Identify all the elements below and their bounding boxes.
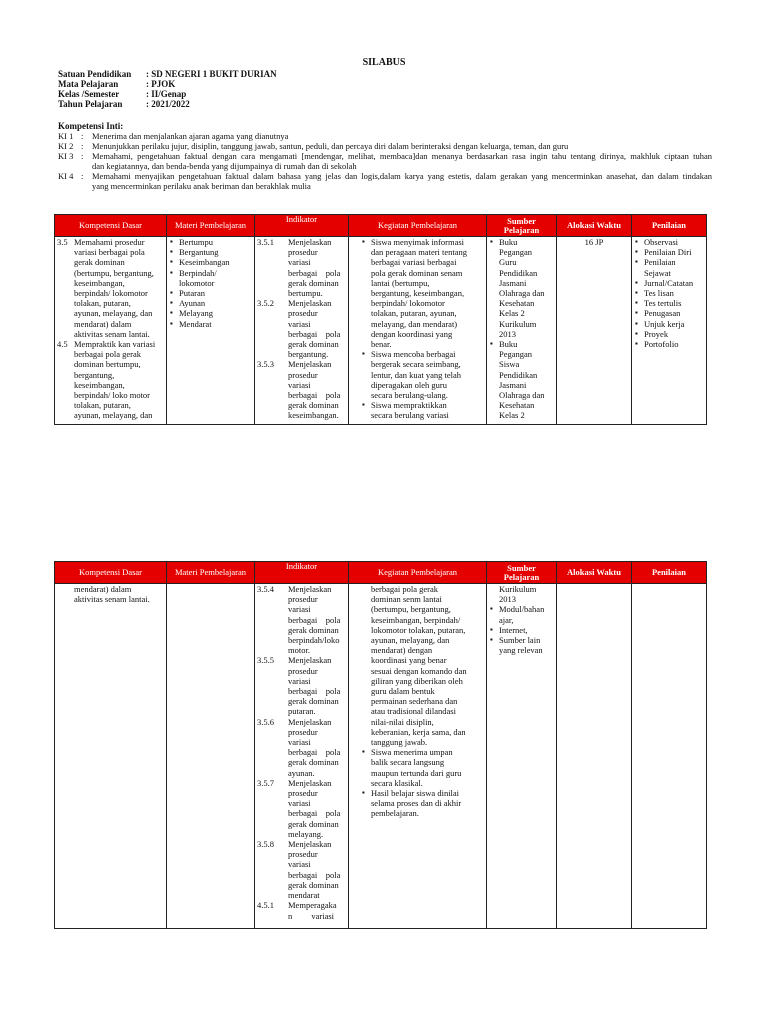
sumber-line: 2013 <box>499 594 516 605</box>
header-sumber: Sumber Pelajaran <box>487 215 557 237</box>
kd-line: berbagai pola gerak <box>74 349 142 360</box>
kd-line: dominan bertumpu, <box>74 359 141 370</box>
sumber-item-line: ▪ Sumber lain <box>499 635 541 646</box>
kd-number: 4.5 <box>57 339 68 350</box>
kegiatan-line: berbagai pola gerak <box>371 584 439 594</box>
sumber-item-line: Kurikulum <box>499 318 537 329</box>
indikator-item <box>257 717 346 778</box>
kd-line: Mempraktik kan variasi <box>74 339 156 350</box>
penilaian-item: ▪ Proyek <box>644 329 704 339</box>
indikator-line: berbagai pola <box>288 267 341 278</box>
header-sumber: Sumber Pelajaran <box>487 562 557 584</box>
kd-cell <box>57 584 164 928</box>
indikator-number: 3.5.3 <box>257 359 274 370</box>
kd-line: berpindah/ loko motor <box>74 390 151 401</box>
sumber-item-line: Jasmani <box>499 379 527 390</box>
header-kegiatan: Kegiatan Pembelajaran <box>349 562 487 584</box>
kd-line: keseimbangan, <box>74 379 125 390</box>
sumber-item-line: Olahraga dan <box>499 288 545 299</box>
indikator-line: berbagai pola <box>288 686 341 697</box>
kegiatan-line: keseimbangan, berpindah/ <box>371 614 461 625</box>
kegiatan-item-line: ▪ Siswa menyimak informasi <box>371 237 465 247</box>
kegiatan-line: mendarat) dengan <box>371 645 433 656</box>
indikator-line: bergantung. <box>288 349 329 360</box>
indikator-line: prosedur <box>288 665 318 676</box>
sumber-item-line: Jasmani <box>499 277 527 288</box>
kegiatan-item-line: tolakan, putaran, ayunan, <box>371 308 457 319</box>
kegiatan-item-line: benar. <box>371 339 392 350</box>
meta-row <box>58 89 277 99</box>
kegiatan-item-line: pola gerak dominan senam <box>371 267 463 278</box>
indikator-line: Menjelaskan <box>288 777 332 788</box>
meta-value: : PJOK <box>146 79 176 89</box>
penilaian-item: ▪ Penilaian Diri <box>644 247 704 257</box>
indikator-line: prosedur <box>288 369 318 380</box>
kegiatan-item-line: ▪ Siswa mempraktikkan <box>371 400 447 411</box>
sumber-list <box>489 237 554 421</box>
indikator-text <box>288 717 346 778</box>
kegiatan-item-line: bergantung, keseimbangan, <box>371 288 465 299</box>
sumber-item-line: Kelas 2 <box>499 308 525 319</box>
indikator-line: prosedur <box>288 788 318 799</box>
kd-line: variasi berbagai pola <box>74 247 145 258</box>
indikator-item <box>257 584 346 655</box>
indikator-line: Menjelaskan <box>288 298 332 309</box>
kegiatan-item-line: dengan koordinasi yang <box>371 328 453 339</box>
indikator-line: variasi <box>288 318 311 329</box>
indikator-item <box>257 839 346 900</box>
ki-line: Menunjukkan perilaku jujur, disiplin, tanggung jawab, santun, peduli, dan percaya diri dalam berinteraksi dengan keluarga, teman, dan guru <box>92 141 569 151</box>
indikator-line: variasi <box>288 675 311 686</box>
kompetensi-inti-list <box>58 131 712 191</box>
table-row <box>55 584 707 929</box>
indikator-line: mendarat <box>288 890 320 901</box>
kegiatan-line: (bertumpu, bergantung, <box>371 604 451 615</box>
indikator-line: variasi <box>288 379 311 390</box>
sumber-item <box>499 625 554 635</box>
sumber-item-line: Kesehatan <box>499 400 535 411</box>
meta-value: : 2021/2022 <box>146 99 190 109</box>
indikator-line: gerak dominan <box>288 757 339 768</box>
indikator-line: variasi <box>288 604 311 615</box>
indikator-line: gerak dominan <box>288 400 339 411</box>
indikator-line: Menjelaskan <box>288 716 332 727</box>
indikator-line: prosedur <box>288 247 318 258</box>
alokasi-cell: 16 JP <box>557 237 632 425</box>
indikator-text <box>288 839 346 900</box>
ki-colon: : <box>81 131 84 141</box>
meta-row <box>58 69 277 79</box>
kd-line: tolakan, putaran, <box>74 400 131 411</box>
indikator-line: berbagai pola <box>288 614 341 625</box>
indikator-line: Menjelaskan <box>288 839 332 850</box>
sumber-item-line: ▪ Buku <box>499 339 518 350</box>
indikator-item <box>257 237 346 298</box>
kegiatan-line: nilai-nilai disiplin, <box>371 716 434 727</box>
indikator-line: gerak dominan <box>288 277 339 288</box>
indikator-text <box>288 900 346 920</box>
ki-line: yang mencerminkan perilaku anak beriman dan berakhlak mulia <box>92 181 311 191</box>
kompetensi-inti-heading: Kompetensi Inti: <box>58 121 124 131</box>
kegiatan-line: tanggung jawab. <box>371 737 428 748</box>
kd-number: 3.5 <box>57 237 68 247</box>
ki-line: dan kegiatannya, dan benda-benda yang dijumpainya di rumah dan di sekolah <box>92 161 357 171</box>
indikator-line: berbagai pola <box>288 808 341 819</box>
materi-item: ▪ Berpindah/ lokomotor <box>179 268 252 288</box>
penilaian-item: ▪ Tes tertulis <box>644 298 704 308</box>
indikator-item <box>257 778 346 839</box>
meta-label: Satuan Pendidikan <box>58 69 132 79</box>
indikator-item <box>257 655 346 716</box>
materi-item: ▪ Ayunan <box>179 298 252 308</box>
indikator-item <box>257 900 346 920</box>
sumber-item <box>499 237 554 339</box>
meta-label: Tahun Pelajaran <box>58 99 123 109</box>
kd-line: keseimbangan, <box>74 277 125 288</box>
kd-line: mendarat) dalam <box>74 584 132 594</box>
sumber-item-line: Kesehatan <box>499 298 535 309</box>
kegiatan-item-line: pembelajaran. <box>371 808 419 819</box>
kegiatan-item-line: dan peragaan materi tentang <box>371 247 468 258</box>
indikator-line: bertumpu. <box>288 288 323 299</box>
kegiatan-line: guru dalam bentuk <box>371 686 435 697</box>
sumber-item-line: Pegangan <box>499 349 533 360</box>
indikator-number: 3.5.7 <box>257 777 274 788</box>
header-penilaian: Penilaian <box>632 215 707 237</box>
penilaian-cell <box>632 584 707 929</box>
sumber-item-line: Pegangan <box>499 247 533 258</box>
kegiatan-line: ayunan, melayang, dan <box>371 635 450 646</box>
materi-item: ▪ Mendarat <box>179 319 252 329</box>
kegiatan-item <box>371 788 484 819</box>
indikator-text <box>288 584 346 655</box>
header-kompetensi-dasar: Kompetensi Dasar <box>55 562 167 584</box>
kd-line: aktivitas senam lantai. <box>74 594 150 605</box>
ki-code: KI 1 <box>58 131 74 141</box>
indikator-line: gerak dominan <box>288 339 339 350</box>
indikator-line: prosedur <box>288 849 318 860</box>
kegiatan-item-line: bergerak secara seimbang, <box>371 359 461 370</box>
kd-line: ayunan, melayang, dan <box>74 410 153 421</box>
header-kegiatan: Kegiatan Pembelajaran <box>349 215 487 237</box>
kd-line: aktivitas senam lantai. <box>74 328 150 339</box>
sumber-item-line: Guru <box>499 257 517 268</box>
indikator-line: berpindah/loko <box>288 635 340 646</box>
indikator-number: 3.5.4 <box>257 584 274 594</box>
materi-item: ▪ Bergantung <box>179 247 252 257</box>
indikator-number: 3.5.1 <box>257 237 274 247</box>
indikator-line: motor. <box>288 645 310 656</box>
ki-text <box>92 131 712 141</box>
kegiatan-item-line: maupun tertunda dari guru <box>371 767 462 778</box>
kd-line: (bertumpu, bergantung, <box>74 267 154 278</box>
materi-item: ▪ Keseimbangan <box>179 257 252 267</box>
kegiatan-list <box>361 237 484 421</box>
header-indikator: Indikator <box>255 215 349 237</box>
kegiatan-item-line: secara berulang variasi <box>371 410 449 421</box>
table-header-row <box>55 215 707 237</box>
sumber-item-line: Pendidikan <box>499 369 538 380</box>
indikator-line: Menjelaskan <box>288 237 332 247</box>
meta-row <box>58 79 277 89</box>
indikator-cell <box>257 237 346 424</box>
sumber-item-line: yang relevan <box>499 645 543 656</box>
kegiatan-item-line: berbagai variasi berbagai <box>371 257 457 268</box>
indikator-line: variasi <box>288 859 311 870</box>
ki-colon: : <box>81 151 84 161</box>
kd-line: tolakan, putaran, <box>74 298 131 309</box>
ki-code: KI 4 <box>58 171 74 181</box>
indikator-line: Menjelaskan <box>288 584 332 594</box>
ki-colon: : <box>81 171 84 181</box>
penilaian-item: ▪ Unjuk kerja <box>644 319 704 329</box>
indikator-number: 3.5.5 <box>257 655 274 666</box>
kegiatan-item-line: melayang, dan mendarat) <box>371 318 458 329</box>
indikator-line: variasi <box>288 257 311 268</box>
identity-block <box>58 69 277 109</box>
kegiatan-line: dominan senm lantai <box>371 594 442 605</box>
sumber-item-line: ▪ Buku <box>499 237 518 247</box>
penilaian-item: ▪ Jurnal/Catatan <box>644 278 704 288</box>
kegiatan-item-line: lantai (bertumpu, <box>371 277 430 288</box>
penilaian-item: ▪ Tes lisan <box>644 288 704 298</box>
kegiatan-item-line: selama proses dan di akhir <box>371 798 462 809</box>
kegiatan-item-line: ▪ Siswa menerima umpan <box>371 747 453 758</box>
ki-code: KI 3 <box>58 151 74 161</box>
kd-line: mendarat) dalam <box>74 318 132 329</box>
sumber-item-line: 2013 <box>499 328 516 339</box>
kegiatan-line: permainan sederhana dan <box>371 696 458 707</box>
kd-line: bergantung, <box>74 369 115 380</box>
ki-text <box>92 141 712 151</box>
sumber-item <box>499 635 554 655</box>
ki-item <box>58 171 712 191</box>
indikator-text <box>288 655 346 716</box>
table-row <box>55 237 707 425</box>
materi-list <box>169 237 252 329</box>
indikator-line: putaran. <box>288 706 316 717</box>
ki-colon: : <box>81 141 84 151</box>
materi-item: ▪ Melayang <box>179 308 252 318</box>
kegiatan-item-line: secara berulang-ulang. <box>371 390 448 401</box>
penilaian-item: ▪ Penugasan <box>644 308 704 318</box>
meta-value: : II/Genap <box>146 89 187 99</box>
kegiatan-line: giliran yang diberikan oleh <box>371 675 463 686</box>
kd-item <box>57 339 164 421</box>
indikator-number: 4.5.1 <box>257 900 274 911</box>
ki-line: Menerima dan menjalankan ajaran agama yang dianutnya <box>92 131 289 141</box>
penilaian-item: ▪ Portofolio <box>644 339 704 349</box>
sumber-item-line: ajar, <box>499 614 514 625</box>
indikator-number: 3.5.8 <box>257 839 274 850</box>
indikator-text <box>288 778 346 839</box>
kegiatan-line: koordinasi yang benar <box>371 655 447 666</box>
indikator-line: berbagai pola <box>288 747 341 758</box>
penilaian-list <box>634 237 704 349</box>
indikator-line: gerak dominan <box>288 696 339 707</box>
materi-item: ▪ Putaran <box>179 288 252 298</box>
header-penilaian: Penilaian <box>632 562 707 584</box>
kd-line: gerak dominan <box>74 257 125 268</box>
indikator-line: keseimbangan. <box>288 410 339 421</box>
kegiatan-cell <box>351 584 484 928</box>
indikator-line: melayang. <box>288 828 324 839</box>
indikator-text <box>288 359 346 420</box>
indikator-item <box>257 298 346 359</box>
ki-item <box>58 141 712 151</box>
sumber-item <box>499 339 554 421</box>
kd-text <box>74 339 164 421</box>
kegiatan-line: keberanian, kerja sama, dan <box>371 726 466 737</box>
penilaian-item: ▪ Penilaian Sejawat <box>644 257 704 277</box>
header-materi: Materi Pembelajaran <box>167 562 255 584</box>
indikator-number: 3.5.6 <box>257 716 274 727</box>
indikator-line: variasi <box>288 798 311 809</box>
sumber-item-line: ▪ Modul/bahan <box>499 604 545 615</box>
table-header-row <box>55 562 707 584</box>
kegiatan-line: atau tradisional dilandasi <box>371 706 456 717</box>
sumber-item-line: ▪ Internet, <box>499 624 528 635</box>
indikator-line: Menjelaskan <box>288 359 332 370</box>
kd-line: berpindah/ lokomotor <box>74 288 148 299</box>
sumber-item <box>499 604 554 624</box>
kegiatan-item-line: diperagakan oleh guru <box>371 379 447 390</box>
indikator-line: ayunan. <box>288 767 315 778</box>
indikator-line: gerak dominan <box>288 818 339 829</box>
indikator-line: prosedur <box>288 726 318 737</box>
indikator-line: Memperagaka <box>288 900 337 911</box>
kegiatan-item <box>371 400 484 420</box>
kegiatan-item <box>371 237 484 349</box>
indikator-text <box>288 298 346 359</box>
syllabus-table-1 <box>54 214 707 425</box>
kegiatan-item-line: ▪ Hasil belajar siswa dinilai <box>371 788 460 799</box>
ki-line: Memahami menyajikan pengetahuan faktual dalam bahasa yang jelas dan logis,dalam karya yang estetis, dalam gerakan yang mencerminkan anasehat, dan dalam tindakan <box>92 171 712 181</box>
indikator-line: prosedur <box>288 308 318 319</box>
alokasi-cell <box>557 584 632 929</box>
ki-item <box>58 131 712 141</box>
sumber-item-line: Pendidikan <box>499 267 538 278</box>
indikator-line: prosedur <box>288 594 318 605</box>
ki-item <box>58 151 712 171</box>
indikator-line: berbagai pola <box>288 328 341 339</box>
indikator-cell <box>257 584 346 928</box>
kd-text <box>74 237 164 339</box>
kd-item <box>57 237 164 339</box>
kegiatan-item <box>371 747 484 788</box>
meta-value: : SD NEGERI 1 BUKIT DURIAN <box>146 69 277 79</box>
sumber-cell <box>489 584 554 655</box>
penilaian-item: ▪ Observasi <box>644 237 704 247</box>
kegiatan-line: lokomotor tolakan, putaran, <box>371 624 466 635</box>
indikator-line: gerak dominan <box>288 624 339 635</box>
kegiatan-item-line: ▪ Siswa mencoba berbagai <box>371 349 456 360</box>
kd-line: Memahami prosedur <box>74 237 145 247</box>
indikator-line: berbagai pola <box>288 869 341 880</box>
indikator-line: variasi <box>288 737 311 748</box>
kegiatan-item-line: secara klasikal. <box>371 777 423 788</box>
kegiatan-item-line: lentur, dan kuat yang telah <box>371 369 462 380</box>
ki-line: Memahami, pengetahuan faktual dengan cara mengamati [mendengar, melihat, membaca]dan menanya berdasarkan rasa ingin tahu tentang dirinya, makhluk ciptaan tuhan <box>92 151 712 161</box>
indikator-item <box>257 359 346 420</box>
syllabus-table-2 <box>54 561 707 929</box>
kd-line: ayunan, melayang, dan <box>74 308 153 319</box>
indikator-line: gerak dominan <box>288 879 339 890</box>
kegiatan-item <box>371 349 484 400</box>
sumber-line: Kurikulum <box>499 584 537 594</box>
kegiatan-line: sesuai dengan komando dan <box>371 665 467 676</box>
sumber-item-line: Siswa <box>499 359 520 370</box>
indikator-number: 3.5.2 <box>257 298 274 309</box>
kd-cell <box>57 237 164 424</box>
header-alokasi: Alokasi Waktu <box>557 215 632 237</box>
sumber-item-line: Olahraga dan <box>499 390 545 401</box>
header-kompetensi-dasar: Kompetensi Dasar <box>55 215 167 237</box>
meta-row <box>58 99 277 109</box>
ki-text <box>92 151 712 171</box>
kegiatan-item-line: balik secara langsung <box>371 757 445 768</box>
ki-text <box>92 171 712 191</box>
indikator-line: Menjelaskan <box>288 655 332 666</box>
header-materi: Materi Pembelajaran <box>167 215 255 237</box>
header-alokasi: Alokasi Waktu <box>557 562 632 584</box>
sumber-item-line: Kelas 2 <box>499 410 525 421</box>
kegiatan-item-line: berpindah/ lokomotor <box>371 298 445 309</box>
materi-item: ▪ Bertumpu <box>179 237 252 247</box>
meta-label: Mata Pelajaran <box>58 79 119 89</box>
indikator-line: n variasi <box>288 910 335 921</box>
materi-cell <box>167 584 255 929</box>
document-title: SILABUS <box>362 57 406 68</box>
header-indikator: Indikator <box>255 562 349 584</box>
meta-label: Kelas /Semester <box>58 89 120 99</box>
indikator-text <box>288 237 346 298</box>
ki-code: KI 2 <box>58 141 74 151</box>
indikator-line: berbagai pola <box>288 390 341 401</box>
